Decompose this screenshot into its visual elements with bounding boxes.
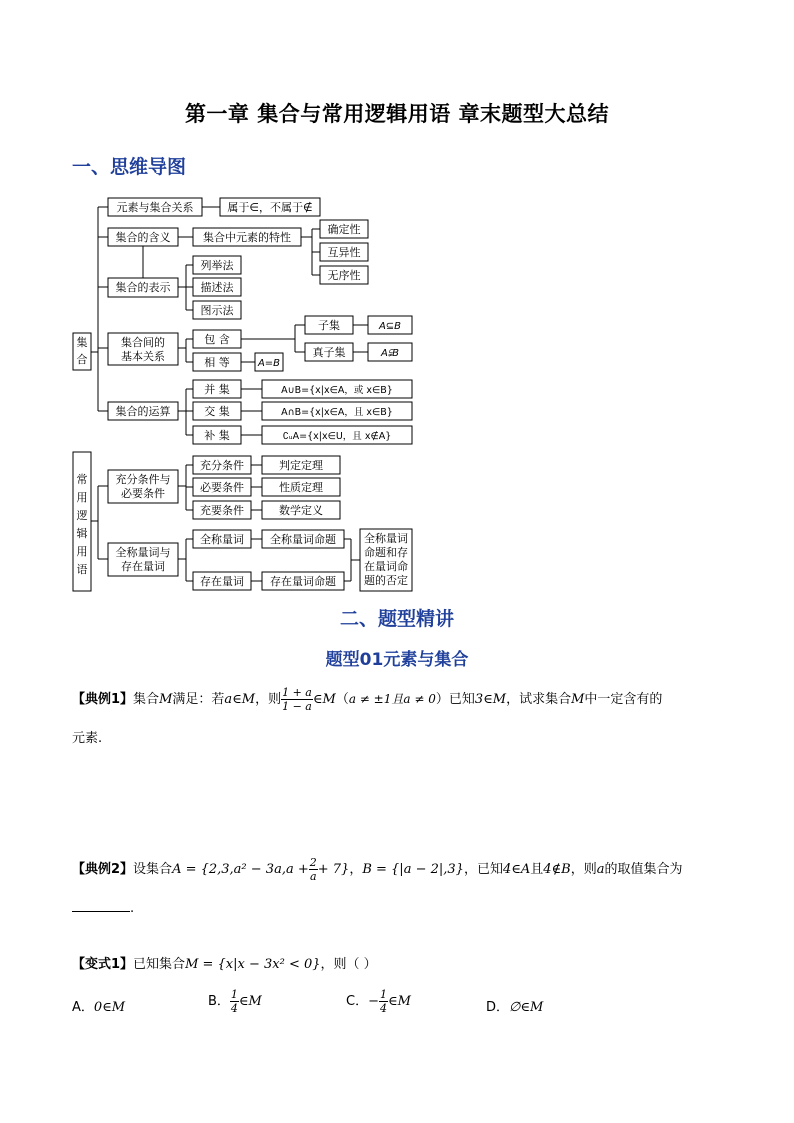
node-equal-expr: A=B bbox=[257, 358, 281, 369]
node-traits: 集合中元素的特性 bbox=[203, 231, 291, 244]
example-2-label: 【典例2】 bbox=[72, 862, 134, 877]
node-description-method: 描述法 bbox=[200, 281, 234, 294]
node-quantifiers-line1: 全称量词与 bbox=[115, 546, 171, 559]
root-set-char1: 集 bbox=[76, 336, 88, 349]
answer-blank[interactable] bbox=[72, 899, 130, 912]
node-existential-quantifier: 存在量词 bbox=[200, 575, 244, 588]
root-set-char2: 合 bbox=[76, 353, 88, 366]
node-universal-quantifier: 全称量词 bbox=[200, 533, 244, 546]
option-d[interactable]: D．∅∈M bbox=[486, 1000, 544, 1015]
root-logic-char4: 辑 bbox=[76, 527, 88, 540]
node-union: 并 集 bbox=[204, 383, 230, 396]
root-logic-char5: 用 bbox=[76, 545, 88, 558]
node-meaning: 集合的含义 bbox=[115, 231, 171, 244]
node-conditions-line1: 充分条件与 bbox=[115, 473, 171, 486]
node-intersection: 交 集 bbox=[204, 405, 230, 418]
node-sufficient-necessary: 充要条件 bbox=[200, 504, 244, 517]
example-2-line2: . bbox=[72, 899, 134, 916]
node-proper-subset: 真子集 bbox=[312, 346, 346, 359]
node-existential-proposition: 存在量词命题 bbox=[270, 575, 336, 588]
node-conditions-line2: 必要条件 bbox=[121, 487, 165, 500]
example-1-line1: 【典例1】集合M满足：若a∈M，则 $\frac{1 + a}{1 - a}$ ∈M（a ≠ ±1且a ≠ 0）已知3∈M，试求集合M中一定含有的 bbox=[72, 686, 663, 713]
node-include: 包 含 bbox=[204, 333, 230, 346]
node-union-expr: A∪B={x|x∈A，或 x∈B} bbox=[281, 385, 393, 396]
node-property-theorem: 性质定理 bbox=[279, 481, 323, 494]
example-1-line2: 元素. bbox=[72, 731, 103, 746]
option-c[interactable]: C．− $\frac{1}{4}$ ∈M bbox=[346, 988, 411, 1015]
node-proper-subset-expr: A⫋B bbox=[380, 348, 400, 359]
node-quantifiers-line2: 存在量词 bbox=[121, 560, 165, 573]
node-representation: 集合的表示 bbox=[115, 281, 171, 294]
node-definite: 确定性 bbox=[327, 223, 361, 236]
node-basic-relation-line2: 基本关系 bbox=[121, 350, 165, 363]
node-subset: 子集 bbox=[318, 319, 340, 332]
node-subset-expr: A⊆B bbox=[378, 321, 402, 332]
node-math-definition: 数学定义 bbox=[279, 504, 323, 517]
node-operations: 集合的运算 bbox=[115, 405, 171, 418]
root-logic-char1: 常 bbox=[76, 473, 88, 486]
subsection-heading-type01: 题型01元素与集合 bbox=[325, 650, 469, 670]
node-universal-proposition: 全称量词命题 bbox=[270, 533, 336, 546]
root-logic-char3: 逻 bbox=[76, 509, 88, 522]
node-distinct: 互异性 bbox=[327, 246, 361, 259]
root-logic-char2: 用 bbox=[76, 491, 88, 504]
node-negation-line1: 全称量词 bbox=[364, 532, 408, 545]
node-list-method: 列举法 bbox=[200, 259, 234, 272]
node-sufficient: 充分条件 bbox=[200, 459, 244, 472]
node-basic-relation-line1: 集合间的 bbox=[121, 336, 165, 349]
node-intersection-expr: A∩B={x|x∈A，且 x∈B} bbox=[281, 407, 393, 418]
node-negation-line2: 命题和存 bbox=[364, 546, 408, 559]
fraction: $\frac{1 + a}{1 - a}$ bbox=[282, 686, 312, 713]
section-heading-mindmap: 一、思维导图 bbox=[72, 156, 187, 178]
example-2-line1: 【典例2】设集合A = {2,3,a² − 3a,a + $\frac{2}{a}$ + 7}，B = {|a − 2|,3}，已知4∈A且4∉B，则a的取值集合为 bbox=[72, 856, 683, 883]
fraction: $\frac{2}{a}$ bbox=[309, 856, 317, 883]
document-title: 第一章 集合与常用逻辑用语 章末题型大总结 bbox=[184, 102, 610, 126]
node-unordered: 无序性 bbox=[327, 269, 361, 282]
node-equal: 相 等 bbox=[204, 356, 230, 369]
node-judgement-theorem: 判定定理 bbox=[279, 459, 323, 472]
node-belong: 属于∈，不属于∉ bbox=[227, 201, 313, 214]
node-necessary: 必要条件 bbox=[200, 481, 244, 494]
option-b[interactable]: B． $\frac{1}{4}$ ∈M bbox=[208, 988, 262, 1015]
node-negation-line3: 在量词命 bbox=[364, 560, 408, 573]
node-element-relation: 元素与集合关系 bbox=[116, 201, 194, 214]
variation-1-label: 【变式1】 bbox=[72, 957, 134, 972]
section-heading-problems: 二、题型精讲 bbox=[339, 608, 454, 630]
node-negation-line4: 题的否定 bbox=[364, 574, 408, 587]
example-1-label: 【典例1】 bbox=[72, 692, 134, 707]
node-graph-method: 图示法 bbox=[200, 304, 234, 317]
node-complement-expr: ∁ᵤA={x|x∈U，且 x∉A} bbox=[282, 431, 392, 442]
node-complement: 补 集 bbox=[204, 429, 230, 442]
root-logic-char6: 语 bbox=[76, 563, 88, 576]
option-a[interactable]: A．0∈M bbox=[72, 1000, 126, 1015]
variation-1-line1: 【变式1】已知集合M = {x|x − 3x² < 0}，则（ ） bbox=[72, 957, 377, 972]
